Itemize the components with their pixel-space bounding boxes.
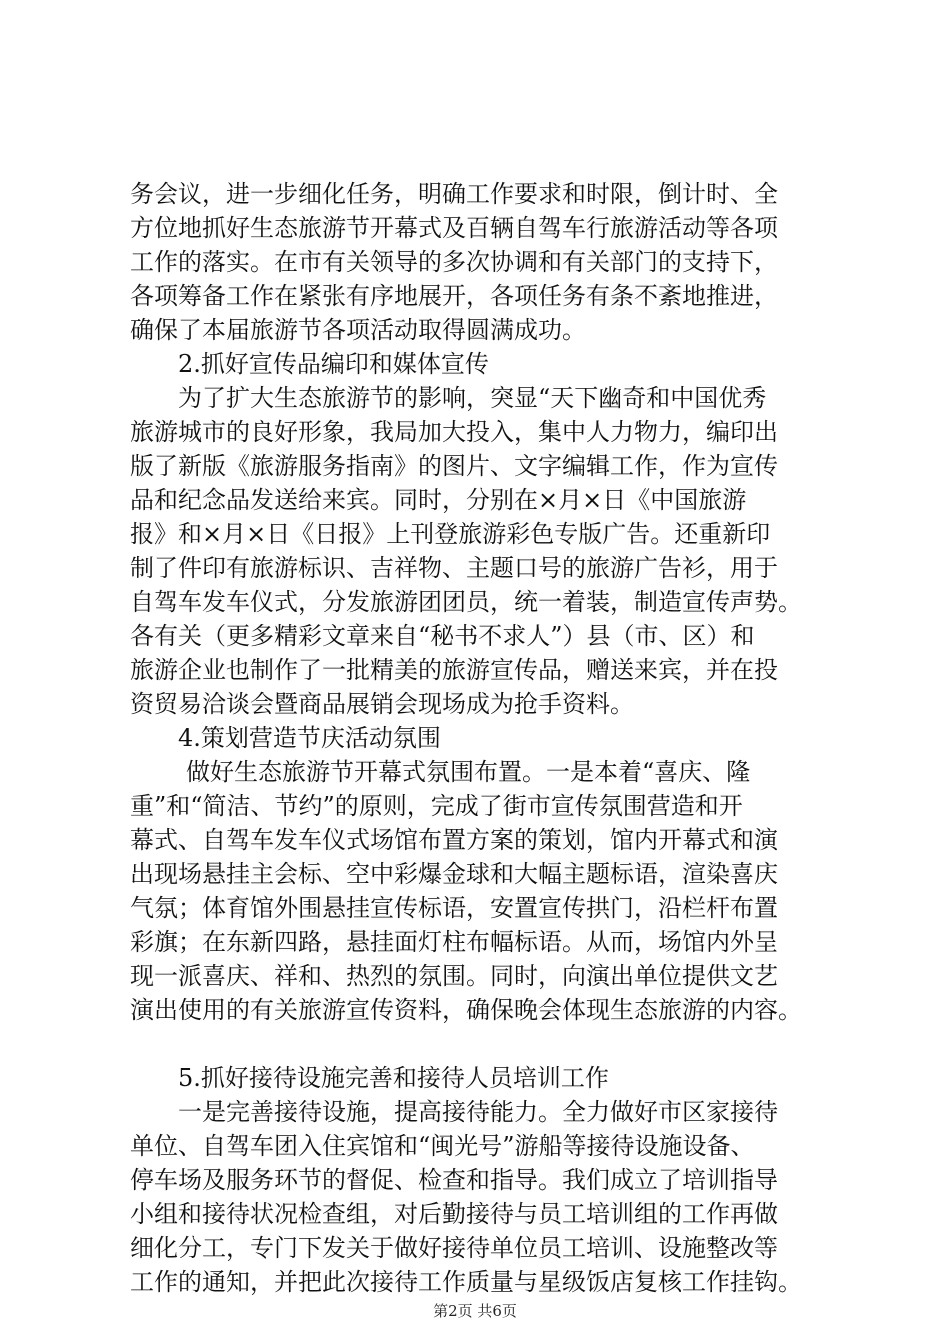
page-number-footer: 第2页 共6页	[433, 1302, 517, 1320]
paragraph-line: 方位地抓好生态旅游节开幕式及百辆自驾车行旅游活动等各项	[130, 214, 778, 242]
paragraph-line: 品和纪念品发送给来宾。同时，分别在×月×日《中国旅游	[130, 486, 747, 514]
paragraph-line: 小组和接待状况检查组，对后勤接待与员工培训组的工作再做	[130, 1200, 778, 1228]
paragraph-line: 工作的通知，并把此次接待工作质量与星级饭店复核工作挂钩。	[130, 1268, 802, 1296]
paragraph-line: 停车场及服务环节的督促、检查和指导。我们成立了培训指导	[130, 1166, 778, 1194]
paragraph-line: 一是完善接待设施，提高接待能力。全力做好市区家接待	[178, 1098, 778, 1126]
section-heading: 4.策划营造节庆活动氛围	[178, 724, 441, 752]
paragraph-line: 报》和×月×日《日报》上刊登旅游彩色专版广告。还重新印	[130, 520, 771, 548]
paragraph-line: 工作的落实。在市有关领导的多次协调和有关部门的支持下，	[130, 248, 778, 276]
paragraph-line: 彩旗；在东新四路，悬挂面灯柱布幅标语。从而，场馆内外呈	[130, 928, 778, 956]
paragraph-line: 出现场悬挂主会标、空中彩爆金球和大幅主题标语，渲染喜庆	[130, 860, 778, 888]
paragraph-line: 为了扩大生态旅游节的影响，突显“天下幽奇和中国优秀	[178, 384, 767, 412]
paragraph-line: 旅游企业也制作了一批精美的旅游宣传品，赠送来宾，并在投	[130, 656, 778, 684]
paragraph-line: 各有关（更多精彩文章来自“秘书不求人”）县（市、区）和	[130, 622, 755, 650]
paragraph-line: 版了新版《旅游服务指南》的图片、文字编辑工作，作为宣传	[130, 452, 778, 480]
paragraph-line: 单位、自驾车团入住宾馆和“闽光号”游船等接待设施设备、	[130, 1132, 755, 1160]
paragraph-line: 制了件印有旅游标识、吉祥物、主题口号的旅游广告衫，用于	[130, 554, 778, 582]
section-heading: 2.抓好宣传品编印和媒体宣传	[178, 350, 489, 378]
paragraph-line: 细化分工，专门下发关于做好接待单位员工培训、设施整改等	[130, 1234, 778, 1262]
paragraph-line: 现一派喜庆、祥和、热烈的氛围。同时，向演出单位提供文艺	[130, 962, 778, 990]
paragraph-line: 各项筹备工作在紧张有序地展开，各项任务有条不紊地推进，	[130, 282, 778, 310]
paragraph-line: 演出使用的有关旅游宣传资料，确保晚会体现生态旅游的内容。	[130, 996, 802, 1024]
section-heading: 5.抓好接待设施完善和接待人员培训工作	[178, 1064, 609, 1092]
paragraph-line: 确保了本届旅游节各项活动取得圆满成功。	[130, 316, 586, 344]
paragraph-line: 气氛；体育馆外围悬挂宣传标语，安置宣传拱门，沿栏杆布置	[130, 894, 778, 922]
paragraph-line: 做好生态旅游节开幕式氛围布置。一是本着“喜庆、隆	[186, 758, 751, 786]
paragraph-line: 自驾车发车仪式，分发旅游团团员，统一着装，制造宣传声势。	[130, 588, 802, 616]
paragraph-line: 幕式、自驾车发车仪式场馆布置方案的策划，馆内开幕式和演	[130, 826, 778, 854]
paragraph-line: 资贸易洽谈会暨商品展销会现场成为抢手资料。	[130, 690, 634, 718]
paragraph-line: 重”和“简洁、节约”的原则，完成了街市宣传氛围营造和开	[130, 792, 743, 820]
paragraph-line: 务会议，进一步细化任务，明确工作要求和时限，倒计时、全	[130, 180, 778, 208]
paragraph-line: 旅游城市的良好形象，我局加大投入，集中人力物力，编印出	[130, 418, 778, 446]
